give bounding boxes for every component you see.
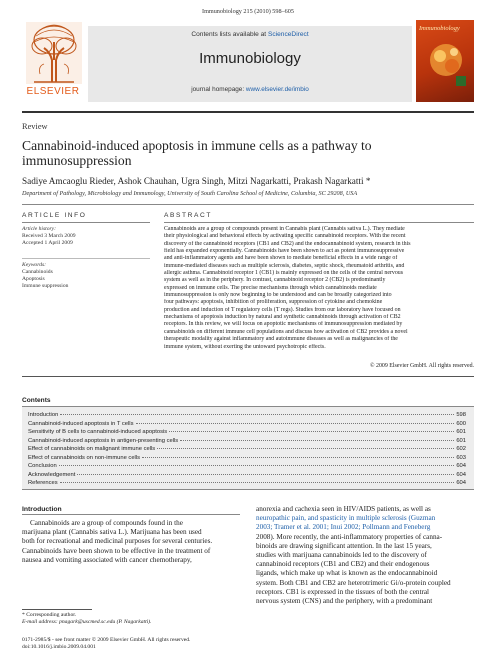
homepage-prefix: journal homepage:	[191, 86, 245, 93]
toc-leader	[180, 440, 454, 441]
article-history	[22, 226, 152, 247]
sciencedirect-link[interactable]: ScienceDirect	[267, 31, 309, 38]
body-line: nervous system (CNS) and the periphery, with a predominant	[256, 597, 433, 606]
keyword: Cannabinoids	[22, 269, 53, 276]
affiliation-rule	[22, 204, 474, 205]
author-affiliation: Department of Pathology, Microbiology and Immunology, University of South Carolina School of Medicine, Columbia, SC 29208, USA	[22, 190, 358, 197]
body-line: studies with marijuana cannabinoids led to the discovery of	[256, 551, 427, 560]
introduction-heading: Introduction	[22, 506, 62, 513]
toc-entry-title: Effect of cannabinoids on malignant immune cells	[28, 446, 156, 452]
abstract-line: immune-mediated diseases such as multiple sclerosis, diabetes, septic shock, rheumatoid arthritis, and	[164, 262, 405, 269]
accepted-date: Accepted 1 April 2009	[22, 240, 73, 247]
abstract-line: production and induction of T regulatory cells (T regs). Studies from our laboratory have focused on	[164, 306, 401, 313]
contents-prefix: Contents lists available at	[191, 31, 267, 38]
keywords-label: Keywords:	[22, 262, 47, 268]
issn-line: 0171-2985/$ - see front matter © 2009 Elsevier GmbH. All rights reserved.	[22, 637, 191, 643]
article-type: Review	[22, 122, 48, 131]
history-label: Article history:	[22, 226, 57, 232]
toc-leader	[60, 482, 455, 483]
journal-homepage-line	[88, 86, 412, 93]
toc-entry[interactable]	[28, 412, 466, 420]
abstract-rule	[164, 222, 474, 223]
body-column-right	[256, 505, 474, 606]
abstract-line: discovery of the cannabinoid receptors (CB1 and CB2) and the endocannabinoid system, research in this	[164, 240, 411, 247]
abstract-line: cannabinoids on different immune cell populations and discuss how activation of CB2 provides a novel	[164, 328, 408, 335]
abstract-line: Cannabinoids are a group of compounds present in Cannabis plant (Cannabis sativa L.). They mediate	[164, 226, 405, 232]
body-line: Cannabinoids are a group of compounds found in the	[30, 519, 183, 527]
issn-doi-block	[22, 637, 262, 651]
toc-entry-page: 601	[456, 437, 466, 444]
toc-entry-page: 600	[456, 420, 466, 427]
toc-entry-page: 604	[456, 463, 466, 469]
abstract-text	[164, 226, 474, 351]
article-info-heading: ARTICLE INFO	[22, 212, 87, 219]
toc-leader	[169, 431, 454, 432]
body-line: receptors. CB1 is expressed in the tissues of both the central	[256, 587, 430, 596]
abstract-line: mechanisms of apoptosis induction by natural and synthetic cannabinoids through activation of CB2	[164, 314, 401, 321]
cover-art-icon	[424, 38, 468, 88]
abstract-heading: ABSTRACT	[164, 212, 212, 219]
body-line: anorexia and cachexia seen in HIV/AIDS patients, as well as	[256, 505, 431, 513]
toc-entry[interactable]	[28, 455, 466, 463]
toc-entry[interactable]	[28, 438, 466, 446]
body-line: nausea and vomiting associated with cancer chemotherapy,	[22, 555, 192, 564]
corresponding-author-email[interactable]: E-mail address: pnagark@uscmed.sc.edu (P. Nagarkatti).	[22, 619, 152, 625]
keyword: Apoptosis	[22, 276, 45, 283]
toc-leader	[60, 414, 454, 415]
journal-homepage-link[interactable]: www.elsevier.de/imbio	[245, 86, 309, 93]
toc-entry-title: Cannabinoid-induced apoptosis in T cells	[28, 420, 134, 427]
abstract-line: immune system, without exerting the untoward psychotropic effects.	[164, 343, 326, 350]
toc-entry[interactable]	[28, 429, 466, 437]
footnote-rule	[22, 609, 92, 610]
abstract-line: field has expanded exponentially. Cannabinoids have been shown to act as potent immunosuppressive	[164, 248, 405, 255]
elsevier-tree-icon	[26, 22, 82, 84]
abstract-bottom-rule	[22, 376, 474, 377]
toc-entry-title: Acknowledgement	[28, 471, 76, 478]
contents-heading: Contents	[22, 397, 51, 404]
body-line: ligands, which make up what is known as the endocannabinoid	[256, 569, 438, 578]
toc-entry-page: 604	[456, 480, 466, 486]
abstract-copyright: © 2009 Elsevier GmbH. All rights reserved.	[370, 363, 474, 369]
abstract-line: therapeutic modality against inflammatory and autoimmune diseases as well as malignancies of the	[164, 336, 398, 343]
keyword: Immune suppression	[22, 283, 69, 290]
journal-cover-image[interactable]	[416, 20, 474, 102]
body-line-citation[interactable]: neuropathic pain, and spasticity in multiple sclerosis (Guzman	[256, 514, 436, 523]
toc-leader	[157, 448, 454, 449]
toc-leader	[77, 474, 454, 475]
body-line: both for recreational and medicinal purposes for several centuries.	[22, 537, 213, 546]
toc-entry-title: Sensitivity of B cells to cannabinoid-induced apoptosis	[28, 429, 168, 435]
body-line: binoids are drawing significant attention. In the last 15 years,	[256, 541, 432, 550]
abstract-line: immunosuppression is only now beginning to be understood and can be broadly categorized into	[164, 292, 392, 299]
corresponding-author-footnote	[22, 612, 240, 626]
contents-bottom-rule	[22, 489, 474, 490]
body-line-citation[interactable]: 2003; Tramer et al. 2001; Inui 2002; Pollmann and Feneberg	[256, 523, 431, 532]
doi-link[interactable]: doi:10.1016/j.imbio.2009.04.001	[22, 644, 96, 651]
introduction-rule	[22, 514, 240, 515]
toc-entry[interactable]	[28, 446, 466, 454]
body-line: marijuana plant (Cannabis sativa L.). Marijuana has been used	[22, 528, 202, 537]
abstract-line: expressed on immune cells. The precise mechanisms through which cannabinoids mediate	[164, 284, 377, 291]
toc-entry[interactable]	[28, 421, 466, 429]
abstract-line: and anti-inflammatory agents and have been shown to mediate beneficial effects in a wide range of	[164, 255, 398, 262]
cover-title: Immunobiology	[419, 25, 460, 32]
toc-entry-page: 603	[456, 454, 466, 461]
keywords-block	[22, 262, 152, 290]
toc-entry-title: Conclusion	[28, 463, 57, 469]
running-head: Immunobiology 215 (2010) 598–605	[202, 8, 294, 15]
body-column-left	[22, 519, 240, 565]
article-title: Cannabinoid-induced apoptosis in immune cells as a pathway to immunosuppression	[22, 138, 372, 168]
toc-leader	[59, 465, 455, 466]
toc-entry[interactable]	[28, 480, 466, 488]
article-info-separator	[22, 258, 150, 259]
toc-entry-title: Cannabinoid-induced apoptosis in antigen-presenting cells	[28, 437, 179, 444]
toc-entry-title: Effect of cannabinoids on non-immune cells	[28, 454, 141, 461]
toc-entry[interactable]	[28, 472, 466, 480]
journal-name: Immunobiology	[199, 50, 301, 67]
received-date: Received 3 March 2009	[22, 233, 76, 240]
corresponding-author-label: * Corresponding author.	[22, 612, 77, 618]
journal-banner	[88, 26, 412, 102]
toc-entry-page: 602	[456, 446, 466, 452]
abstract-line: receptors. In this review, we will focus on apoptotic mechanisms of immunosuppression mediated by	[164, 321, 403, 328]
toc-leader	[142, 457, 454, 458]
toc-entry-page: 604	[456, 471, 466, 478]
contents-available-line	[88, 31, 412, 38]
abstract-line: allergic asthma. Cannabinoid receptor 1 (CB1) is mainly expressed on the cells of the central nervous	[164, 270, 404, 277]
toc-entry-title: References	[28, 480, 58, 486]
abstract-line: system as well as in the periphery. In contrast, cannabinoid receptor 2 (CB2) is predominantly	[164, 277, 386, 284]
article-info-rule	[22, 222, 150, 223]
elsevier-logo[interactable]	[22, 20, 84, 102]
toc-entry-page: 598	[456, 412, 466, 418]
abstract-line: their physiological and behavioral effects by activating specific cannabinoid receptors. With the recent	[164, 233, 406, 240]
body-line: 2008). More recently, the anti-inflammatory properties of canna-	[256, 532, 443, 541]
author-list: Sadiye Amcaoglu Rieder, Ashok Chauhan, Ugra Singh, Mitzi Nagarkatti, Prakash Nagarkatti *	[22, 176, 371, 186]
abstract-line: four pathways: apoptosis, inhibition of proliferation, suppression of cytokine and chemokine	[164, 299, 383, 306]
body-line: cannabinoid receptors (CB1 and CB2) and their endogenous	[256, 560, 430, 569]
toc-leader	[136, 423, 455, 424]
elsevier-wordmark: ELSEVIER	[26, 86, 80, 97]
header-rule	[22, 111, 474, 113]
body-line: system. Both CB1 and CB2 are heterotrimeric Gi/o-protein coupled	[256, 578, 451, 587]
toc-entry-title: Introduction	[28, 412, 59, 418]
toc-entry-page: 601	[456, 429, 466, 435]
body-line: Cannabinoids have been shown to be effective in the treatment of	[22, 546, 211, 555]
toc-entry[interactable]	[28, 463, 466, 471]
journal-masthead	[22, 20, 474, 108]
